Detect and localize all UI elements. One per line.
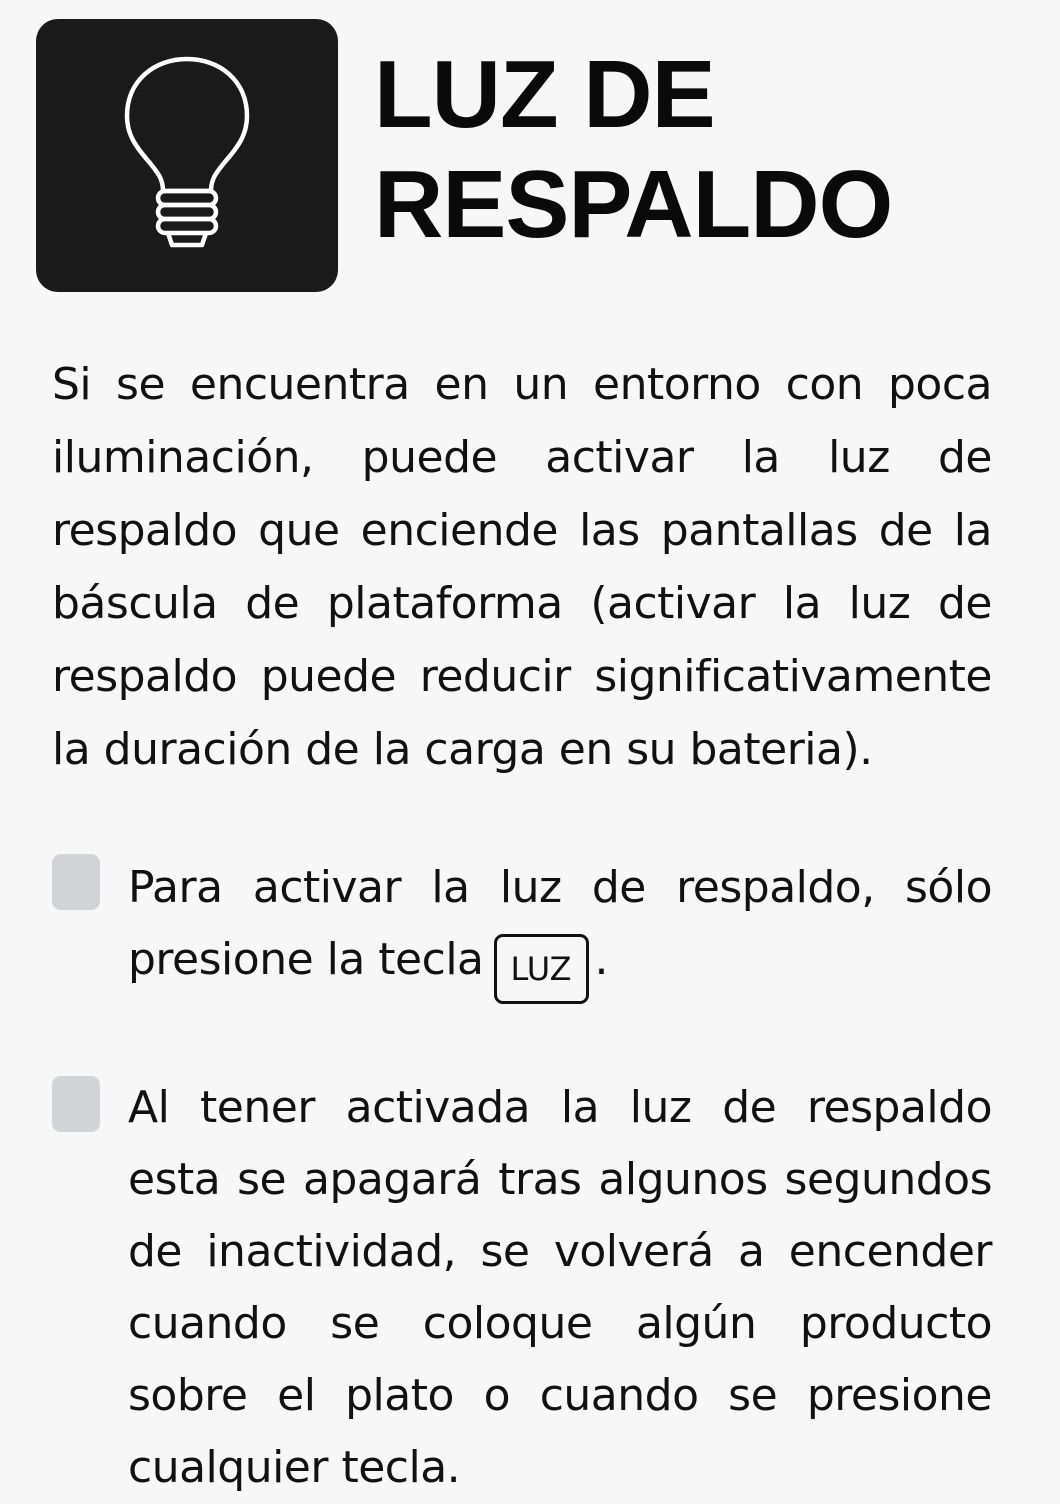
page-title <box>374 40 1024 260</box>
bullet-marker <box>52 854 100 910</box>
list-item <box>52 1072 992 1504</box>
lightbulb-icon <box>36 19 338 292</box>
list-item-text-before: Para activar la luz de respaldo, sólo presione la tecla <box>128 862 992 985</box>
list-item-text-after: . <box>594 934 609 985</box>
list-item-text: Al tener activada la luz de respaldo esta se apagará tras algunos segundos de inactividad, se volverá a encender cuando se coloque algún producto sobre el plato o cuando se presione cualquier tecla. <box>128 1082 992 1493</box>
luz-key: LUZ <box>494 934 589 1004</box>
list-item-text <box>128 852 992 1004</box>
intro-paragraph: Si se encuentra en un entorno con poca iluminación, puede activar la luz de respaldo que enciende las pantallas de la báscula de plataforma (activar la luz de respaldo puede reducir significativamente la duración de la carga en su bateria). <box>52 359 992 775</box>
title-line-2: RESPALDO <box>374 151 893 258</box>
list-item <box>52 852 992 1004</box>
bullet-marker <box>52 1076 100 1132</box>
lightbulb-icon-box <box>36 19 338 292</box>
title-line-1: LUZ DE <box>374 41 715 148</box>
